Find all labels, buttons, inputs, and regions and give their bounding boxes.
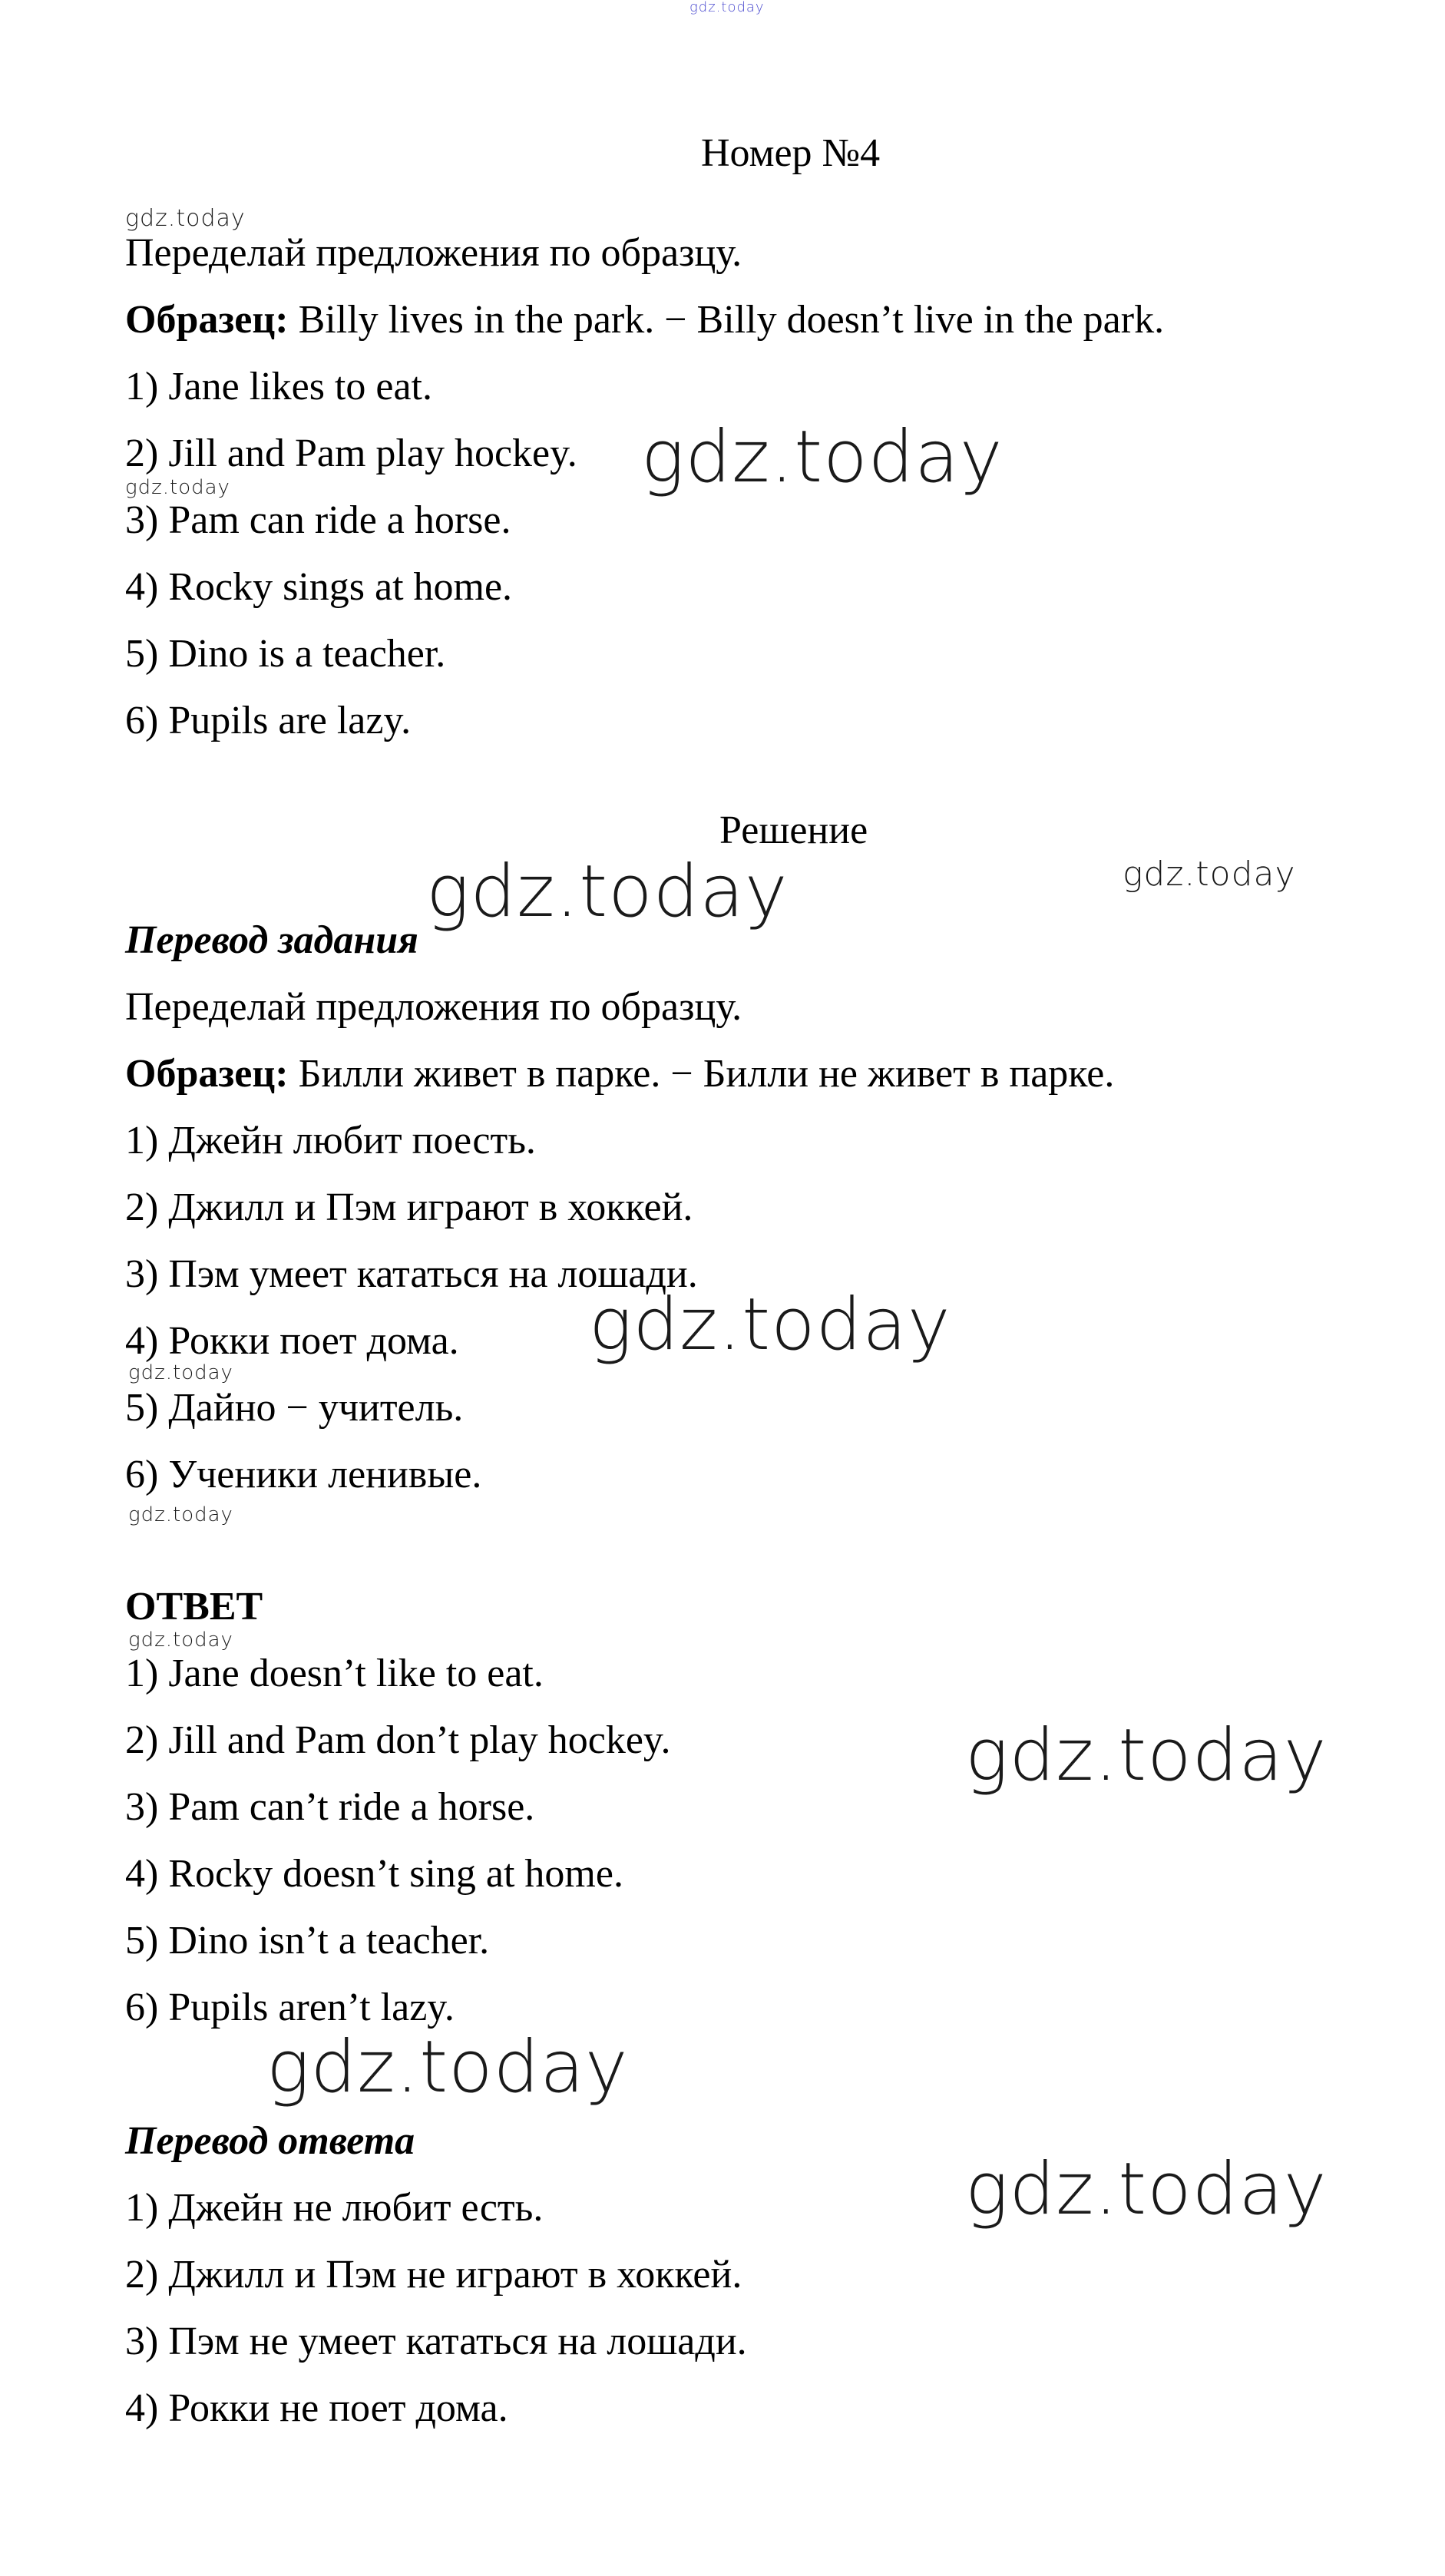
watermark-large: gdz.today [965, 2148, 1328, 2231]
answer-translation-heading: Перевод ответа [125, 2119, 415, 2163]
translation-item: 6) Ученики ленивые. [125, 1453, 482, 1496]
watermark-small: gdz.today [128, 1503, 233, 1526]
answer-translation-item: 1) Джейн не любит есть. [125, 2186, 544, 2230]
translation-heading: Перевод задания [125, 918, 418, 962]
watermark-small: gdz.today [128, 1629, 233, 1652]
answer-translation-item: 2) Джилл и Пэм не играют в хоккей. [125, 2253, 742, 2297]
watermark-medium: gdz.today [1123, 855, 1296, 894]
task-instruction: Переделай предложения по образцу. [125, 231, 742, 275]
answer-item: 6) Pupils aren’t lazy. [125, 1986, 455, 2029]
task-item: 6) Pupils are lazy. [125, 699, 412, 742]
answer-heading: ОТВЕТ [125, 1585, 263, 1629]
watermark-small: gdz.today [128, 1361, 233, 1384]
watermark-large: gdz.today [641, 415, 1004, 499]
answer-item: 4) Rocky doesn’t sing at home. [125, 1852, 623, 1896]
translation-example [125, 1051, 1114, 1097]
watermark-large: gdz.today [266, 2025, 629, 2109]
watermark-large: gdz.today [965, 1714, 1328, 1797]
watermark-small: gdz.today [125, 205, 246, 232]
solution-heading: Решение [719, 809, 868, 852]
example-label: Образец: [125, 298, 289, 342]
answer-item: 1) Jane doesn’t like to eat. [125, 1652, 544, 1695]
task-item: 5) Dino is a teacher. [125, 632, 446, 676]
watermark-small: gdz.today [125, 476, 230, 499]
task-item: 1) Jane likes to eat. [125, 365, 432, 408]
page-title: Номер №4 [701, 131, 881, 175]
example-label: Образец: [125, 1052, 289, 1096]
example-text: Billy lives in the park. − Billy doesn’t live in the park. [288, 298, 1165, 342]
watermark-large: gdz.today [589, 1283, 951, 1367]
task-example [125, 297, 1164, 343]
answer-item: 2) Jill and Pam don’t play hockey. [125, 1718, 671, 1762]
translation-item: 4) Рокки поет дома. [125, 1319, 459, 1363]
translation-item: 2) Джилл и Пэм играют в хоккей. [125, 1185, 693, 1229]
answer-item: 5) Dino isn’t a teacher. [125, 1919, 490, 1963]
example-text: Билли живет в парке. − Билли не живет в парке. [288, 1052, 1115, 1096]
translation-instruction: Переделай предложения по образцу. [125, 985, 742, 1029]
translation-item: 3) Пэм умеет кататься на лошади. [125, 1252, 698, 1296]
task-item: 3) Pam can ride a horse. [125, 498, 511, 542]
watermark-top: gdz.today [689, 0, 765, 15]
answer-translation-item: 4) Рокки не поет дома. [125, 2386, 508, 2430]
task-item: 4) Rocky sings at home. [125, 565, 513, 609]
watermark-large: gdz.today [426, 850, 789, 934]
translation-item: 5) Дайно − учитель. [125, 1386, 464, 1430]
task-item: 2) Jill and Pam play hockey. [125, 432, 577, 475]
answer-translation-item: 3) Пэм не умеет кататься на лошади. [125, 2320, 747, 2363]
answer-item: 3) Pam can’t ride a horse. [125, 1785, 535, 1829]
translation-item: 1) Джейн любит поесть. [125, 1119, 536, 1162]
